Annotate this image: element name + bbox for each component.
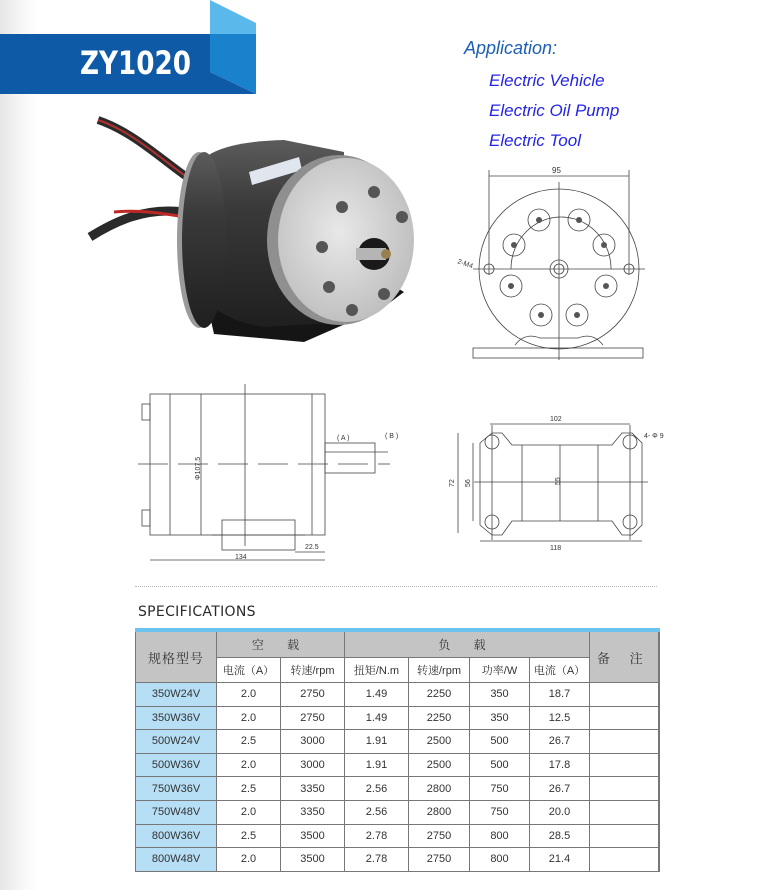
cell-speed: 2750 bbox=[409, 824, 470, 848]
cell-remark bbox=[590, 848, 659, 872]
cell-torque: 1.49 bbox=[345, 706, 409, 730]
cell-power: 750 bbox=[470, 777, 530, 801]
table-row bbox=[136, 777, 659, 801]
cell-remark bbox=[590, 824, 659, 848]
cell-model: 800W36V bbox=[136, 824, 217, 848]
cell-nl-speed: 3500 bbox=[281, 824, 345, 848]
table-row bbox=[136, 730, 659, 754]
product-model-title: ZY1020 bbox=[80, 44, 192, 82]
cell-power: 350 bbox=[470, 706, 530, 730]
svg-text:55: 55 bbox=[555, 477, 562, 485]
header-remarks: 备 注 bbox=[590, 630, 659, 683]
table-row bbox=[136, 753, 659, 777]
cell-current: 17.8 bbox=[530, 753, 590, 777]
table-row bbox=[136, 848, 659, 872]
svg-text:134: 134 bbox=[235, 554, 247, 561]
cell-remark bbox=[590, 706, 659, 730]
cell-model: 500W24V bbox=[136, 730, 217, 754]
table-row bbox=[136, 683, 659, 707]
cell-nl-speed: 3500 bbox=[281, 848, 345, 872]
svg-text:2-M4: 2-M4 bbox=[456, 258, 474, 271]
svg-text:72: 72 bbox=[449, 479, 456, 487]
application-heading: Application: bbox=[464, 38, 558, 58]
cell-current: 12.5 bbox=[530, 706, 590, 730]
cell-torque: 2.56 bbox=[345, 777, 409, 801]
cell-power: 750 bbox=[470, 800, 530, 824]
banner-fold-decoration bbox=[210, 0, 256, 94]
application-item: Electric Vehicle bbox=[489, 71, 605, 90]
header-no-load-current: 电流（A） bbox=[217, 658, 281, 683]
cell-nl-speed: 2750 bbox=[281, 706, 345, 730]
dim-width-label: 95 bbox=[552, 166, 561, 175]
drawing-side-view bbox=[130, 380, 420, 570]
cell-torque: 1.91 bbox=[345, 753, 409, 777]
header-torque: 扭矩/N.m bbox=[345, 658, 409, 683]
cell-model: 500W36V bbox=[136, 753, 217, 777]
cell-nl-current: 2.0 bbox=[217, 706, 281, 730]
svg-text:( A ): ( A ) bbox=[337, 435, 350, 442]
cell-nl-speed: 3350 bbox=[281, 777, 345, 801]
svg-text:22.5: 22.5 bbox=[305, 544, 319, 551]
cell-nl-speed: 2750 bbox=[281, 683, 345, 707]
cell-model: 350W36V bbox=[136, 706, 217, 730]
cell-nl-current: 2.0 bbox=[217, 683, 281, 707]
cell-nl-current: 2.0 bbox=[217, 800, 281, 824]
specifications-heading: SPECIFICATIONS bbox=[138, 604, 256, 620]
cell-current: 21.4 bbox=[530, 848, 590, 872]
cell-nl-current: 2.0 bbox=[217, 753, 281, 777]
cell-nl-current: 2.5 bbox=[217, 730, 281, 754]
specifications-table bbox=[135, 628, 660, 872]
cell-torque: 2.78 bbox=[345, 824, 409, 848]
cell-nl-speed: 3350 bbox=[281, 800, 345, 824]
cell-speed: 2250 bbox=[409, 706, 470, 730]
svg-text:118: 118 bbox=[550, 545, 562, 552]
cell-remark bbox=[590, 777, 659, 801]
cell-model: 750W36V bbox=[136, 777, 217, 801]
cell-nl-current: 2.5 bbox=[217, 777, 281, 801]
cell-model: 750W48V bbox=[136, 800, 217, 824]
cell-torque: 2.78 bbox=[345, 848, 409, 872]
header-no-load: 空 载 bbox=[217, 630, 345, 658]
cell-model: 350W24V bbox=[136, 683, 217, 707]
product-photo-motor bbox=[84, 112, 414, 342]
header-load: 负 载 bbox=[345, 630, 590, 658]
cell-model: 800W48V bbox=[136, 848, 217, 872]
cell-nl-current: 2.0 bbox=[217, 848, 281, 872]
cell-current: 26.7 bbox=[530, 777, 590, 801]
cell-torque: 1.49 bbox=[345, 683, 409, 707]
cell-torque: 1.91 bbox=[345, 730, 409, 754]
header-power: 功率/W bbox=[470, 658, 530, 683]
header-no-load-speed: 转速/rpm bbox=[281, 658, 345, 683]
cell-remark bbox=[590, 683, 659, 707]
cell-speed: 2500 bbox=[409, 730, 470, 754]
cell-nl-speed: 3000 bbox=[281, 753, 345, 777]
cell-speed: 2750 bbox=[409, 848, 470, 872]
cell-torque: 2.56 bbox=[345, 800, 409, 824]
drawing-bracket-view bbox=[440, 405, 670, 555]
cell-remark bbox=[590, 730, 659, 754]
table-row bbox=[136, 800, 659, 824]
header-load-speed: 转速/rpm bbox=[409, 658, 470, 683]
cell-power: 800 bbox=[470, 848, 530, 872]
cell-current: 26.7 bbox=[530, 730, 590, 754]
svg-text:Φ107.5: Φ107.5 bbox=[195, 456, 202, 480]
application-item: Electric Tool bbox=[489, 131, 581, 150]
cell-nl-current: 2.5 bbox=[217, 824, 281, 848]
cell-current: 28.5 bbox=[530, 824, 590, 848]
svg-text:56: 56 bbox=[465, 479, 472, 487]
cell-current: 20.0 bbox=[530, 800, 590, 824]
cell-power: 500 bbox=[470, 730, 530, 754]
cell-current: 18.7 bbox=[530, 683, 590, 707]
cell-speed: 2250 bbox=[409, 683, 470, 707]
cell-nl-speed: 3000 bbox=[281, 730, 345, 754]
table-row bbox=[136, 824, 659, 848]
header-load-current: 电流（A） bbox=[530, 658, 590, 683]
cell-power: 500 bbox=[470, 753, 530, 777]
section-divider bbox=[135, 586, 657, 587]
application-item: Electric Oil Pump bbox=[489, 101, 620, 120]
cell-remark bbox=[590, 753, 659, 777]
cell-remark bbox=[590, 800, 659, 824]
header-model: 规格型号 bbox=[136, 630, 217, 683]
cell-speed: 2500 bbox=[409, 753, 470, 777]
svg-text:4- Φ 9: 4- Φ 9 bbox=[644, 433, 664, 440]
cell-power: 800 bbox=[470, 824, 530, 848]
cell-power: 350 bbox=[470, 683, 530, 707]
svg-text:102: 102 bbox=[550, 416, 562, 423]
cell-speed: 2800 bbox=[409, 800, 470, 824]
table-row bbox=[136, 706, 659, 730]
drawing-front-view bbox=[455, 160, 660, 370]
svg-text:( B ): ( B ) bbox=[385, 433, 399, 440]
cell-speed: 2800 bbox=[409, 777, 470, 801]
